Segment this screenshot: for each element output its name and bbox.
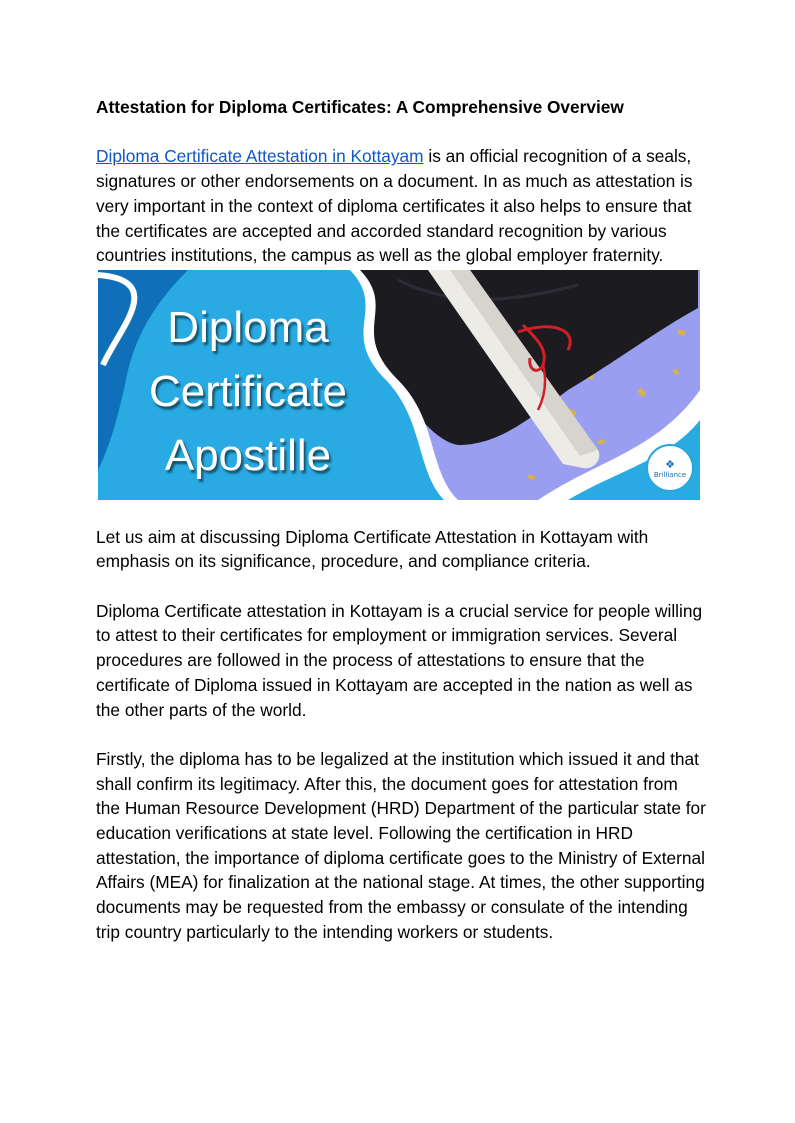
spacer	[96, 722, 706, 747]
brilliance-logo	[646, 444, 694, 492]
banner-line-apostille: Apostille	[164, 430, 332, 480]
paragraph-service: Diploma Certificate attestation in Kottayam is a crucial service for people willing to attest to their certificates for employment or immigration services. Several procedures are followed in the process of attestations to ensure that the certificate of Diploma issued in Kottayam are accepted in the nation as well as the other parts of the world.	[96, 600, 703, 720]
spacer	[96, 120, 706, 145]
intro-text: is an official recognition of a seals, signatures or other endorsements on a document. In as much as attestation is very important in the context of diploma certificates it also helps to ensure that the certificates are accepted and accorded standard recognition by various countries institutions, the campus as well as the global employer fraternity.	[96, 146, 693, 266]
banner-line-certificate: Certificate	[148, 366, 348, 416]
paragraph-discussion: Let us aim at discussing Diploma Certificate Attestation in Kottayam with emphasis on its significance, procedure, and compliance criteria.	[96, 526, 649, 572]
spacer	[96, 500, 706, 525]
document-title: Attestation for Diploma Certificates: A Comprehensive Overview	[96, 97, 624, 117]
document-page	[96, 95, 706, 945]
logo-emblem-icon: ❖	[665, 457, 675, 471]
logo-text: Brilliance	[653, 470, 687, 479]
spacer	[96, 574, 706, 599]
paragraph-procedure: Firstly, the diploma has to be legalized at the institution which issued it and that shall confirm its legitimacy. After this, the document goes for attestation from the Human Resource Development (HRD) Department of the particular state for education verifications at state level. Following the certification in HRD attestation, the importance of diploma certificate goes to the Ministry of External Affairs (MEA) for finalization at the national stage. At times, the other supporting documents may be requested from the embassy or consulate of the intending trip country particularly to the intending workers or students.	[96, 748, 706, 942]
banner-heading	[98, 270, 398, 488]
banner-line-diploma: Diploma	[167, 302, 329, 352]
diploma-banner-image	[98, 270, 700, 500]
kottayam-attestation-link[interactable]: Diploma Certificate Attestation in Kottayam	[96, 146, 424, 167]
intro-paragraph	[96, 144, 706, 268]
